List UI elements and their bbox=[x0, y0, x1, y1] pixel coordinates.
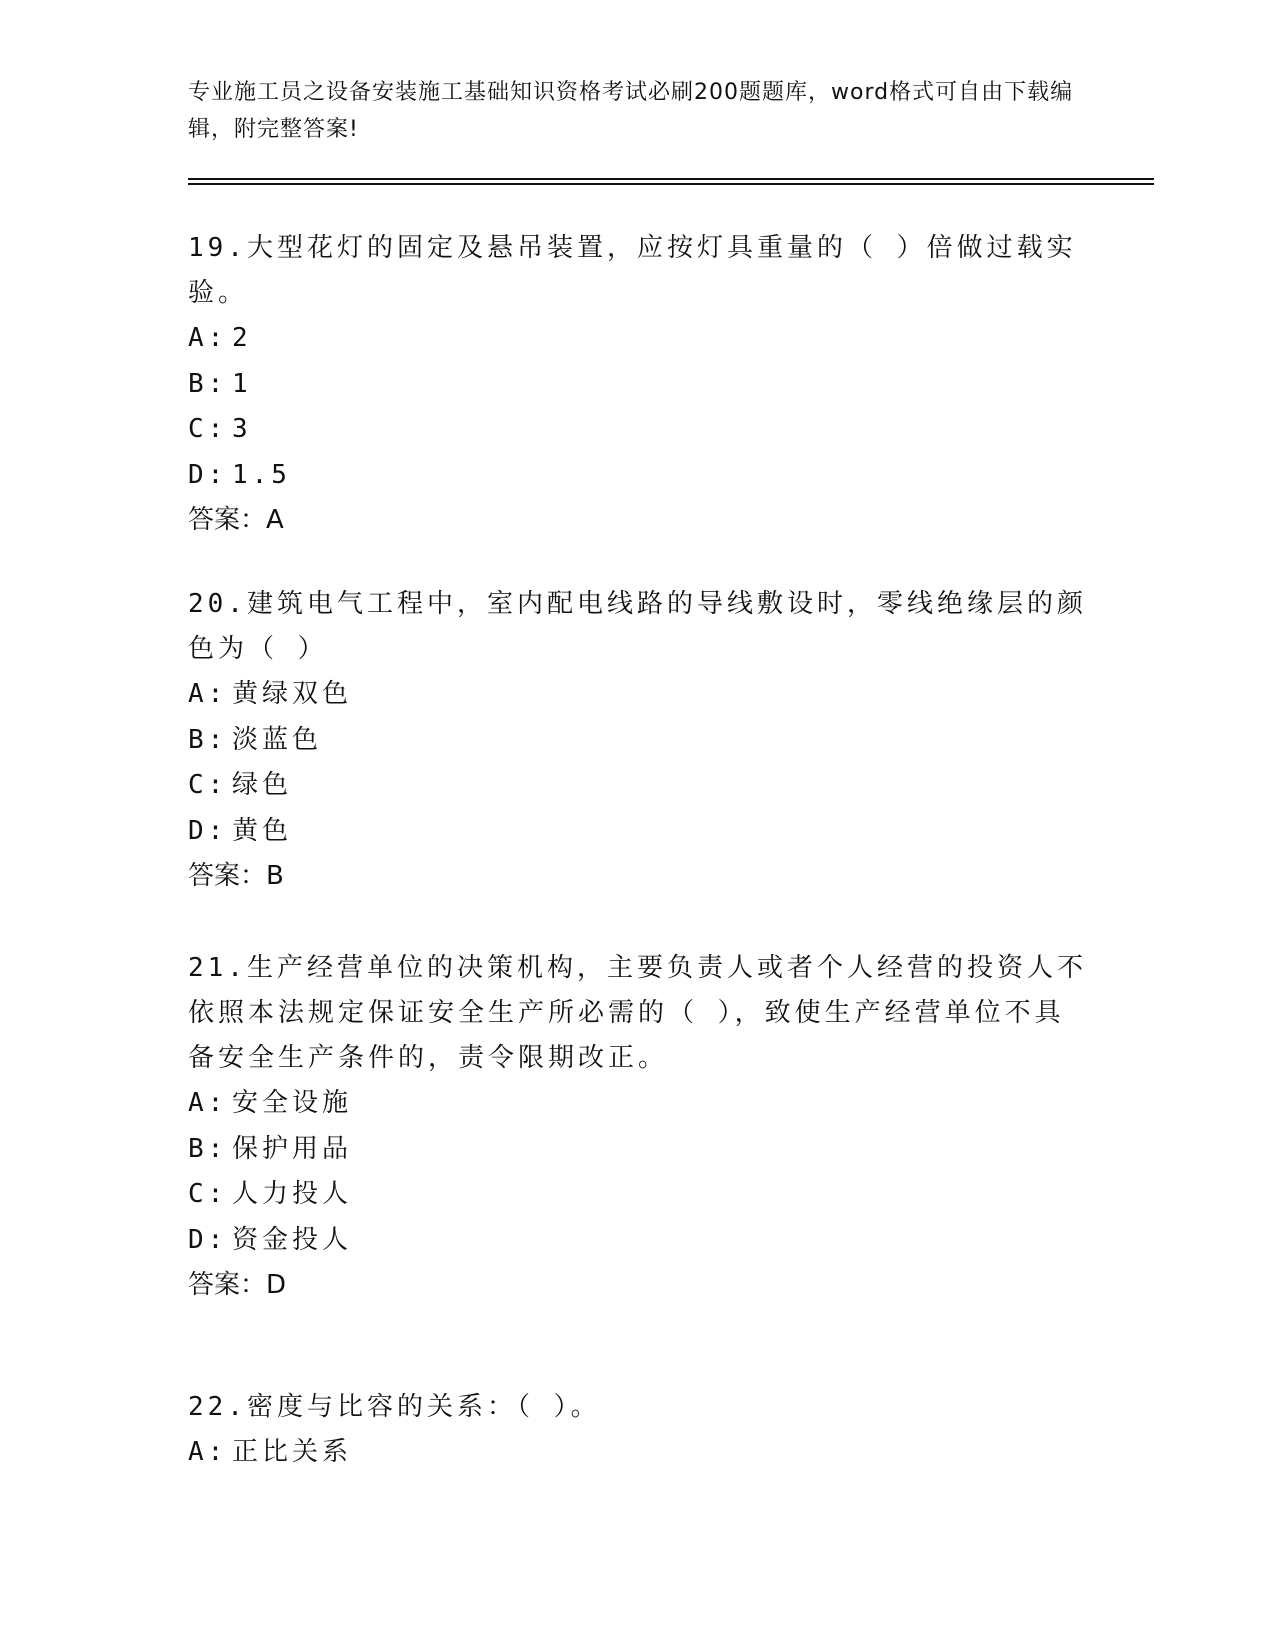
option-text: 淡蓝色 bbox=[232, 724, 323, 755]
option-label: C: bbox=[188, 414, 228, 444]
question-stem: 19.大型花灯的固定及悬吊装置，应按灯具重量的（ ）倍做过载实验。 bbox=[188, 233, 1077, 308]
option-c bbox=[188, 763, 1088, 809]
option-b bbox=[188, 1127, 1088, 1173]
question-20 bbox=[188, 582, 1088, 899]
answer: 答案：D bbox=[188, 1270, 287, 1300]
option-text: 绿色 bbox=[232, 770, 293, 800]
option-text: 1.5 bbox=[232, 459, 291, 490]
option-text: 保护用品 bbox=[232, 1133, 353, 1164]
option-text: 1 bbox=[232, 368, 252, 399]
option-c bbox=[188, 1172, 1088, 1218]
option-label: D: bbox=[188, 459, 228, 490]
option-label: C: bbox=[188, 770, 228, 800]
option-text: 2 bbox=[232, 323, 252, 353]
question-19 bbox=[188, 226, 1088, 543]
option-label: D: bbox=[188, 815, 228, 846]
option-text: 资金投人 bbox=[232, 1224, 353, 1255]
option-a bbox=[188, 1081, 1088, 1127]
question-22 bbox=[188, 1385, 1088, 1476]
option-label: A: bbox=[188, 323, 228, 353]
answer: 答案：B bbox=[188, 861, 284, 891]
header-divider-bottom bbox=[188, 183, 1154, 185]
header-divider-top bbox=[188, 178, 1154, 180]
option-label: B: bbox=[188, 368, 228, 399]
document-title: 专业施工员之设备安装施工基础知识资格考试必刷200题题库，word格式可自由下载编辑，附完整答案! bbox=[188, 80, 1074, 142]
option-a bbox=[188, 1430, 1088, 1476]
option-label: A: bbox=[188, 679, 228, 709]
question-stem: 20.建筑电气工程中，室内配电线路的导线敷设时，零线绝缘层的颜色为（ ） bbox=[188, 589, 1087, 664]
option-text: 黄绿双色 bbox=[232, 679, 353, 709]
option-text: 正比关系 bbox=[232, 1437, 353, 1467]
option-a bbox=[188, 316, 1088, 362]
option-label: D: bbox=[188, 1224, 228, 1255]
question-21 bbox=[188, 946, 1088, 1308]
option-label: B: bbox=[188, 724, 228, 755]
question-stem: 21.生产经营单位的决策机构，主要负责人或者个人经营的投资人不依照本法规定保证安全生产所必需的（ ），致使生产经营单位不具备安全生产条件的，责令限期改正。 bbox=[188, 953, 1087, 1073]
option-d bbox=[188, 453, 1088, 499]
option-c bbox=[188, 407, 1088, 453]
option-d bbox=[188, 809, 1088, 855]
option-text: 3 bbox=[232, 414, 252, 444]
option-a bbox=[188, 672, 1088, 718]
option-b bbox=[188, 718, 1088, 764]
option-label: A: bbox=[188, 1437, 228, 1467]
option-text: 安全设施 bbox=[232, 1088, 353, 1118]
answer: 答案：A bbox=[188, 505, 284, 535]
option-b bbox=[188, 362, 1088, 408]
option-label: A: bbox=[188, 1088, 228, 1118]
document-header bbox=[188, 74, 1088, 148]
option-text: 人力投人 bbox=[232, 1179, 353, 1209]
question-stem: 22.密度与比容的关系：（ ）。 bbox=[188, 1392, 601, 1422]
option-label: B: bbox=[188, 1133, 228, 1164]
option-d bbox=[188, 1218, 1088, 1264]
option-label: C: bbox=[188, 1179, 228, 1209]
option-text: 黄色 bbox=[232, 815, 293, 846]
